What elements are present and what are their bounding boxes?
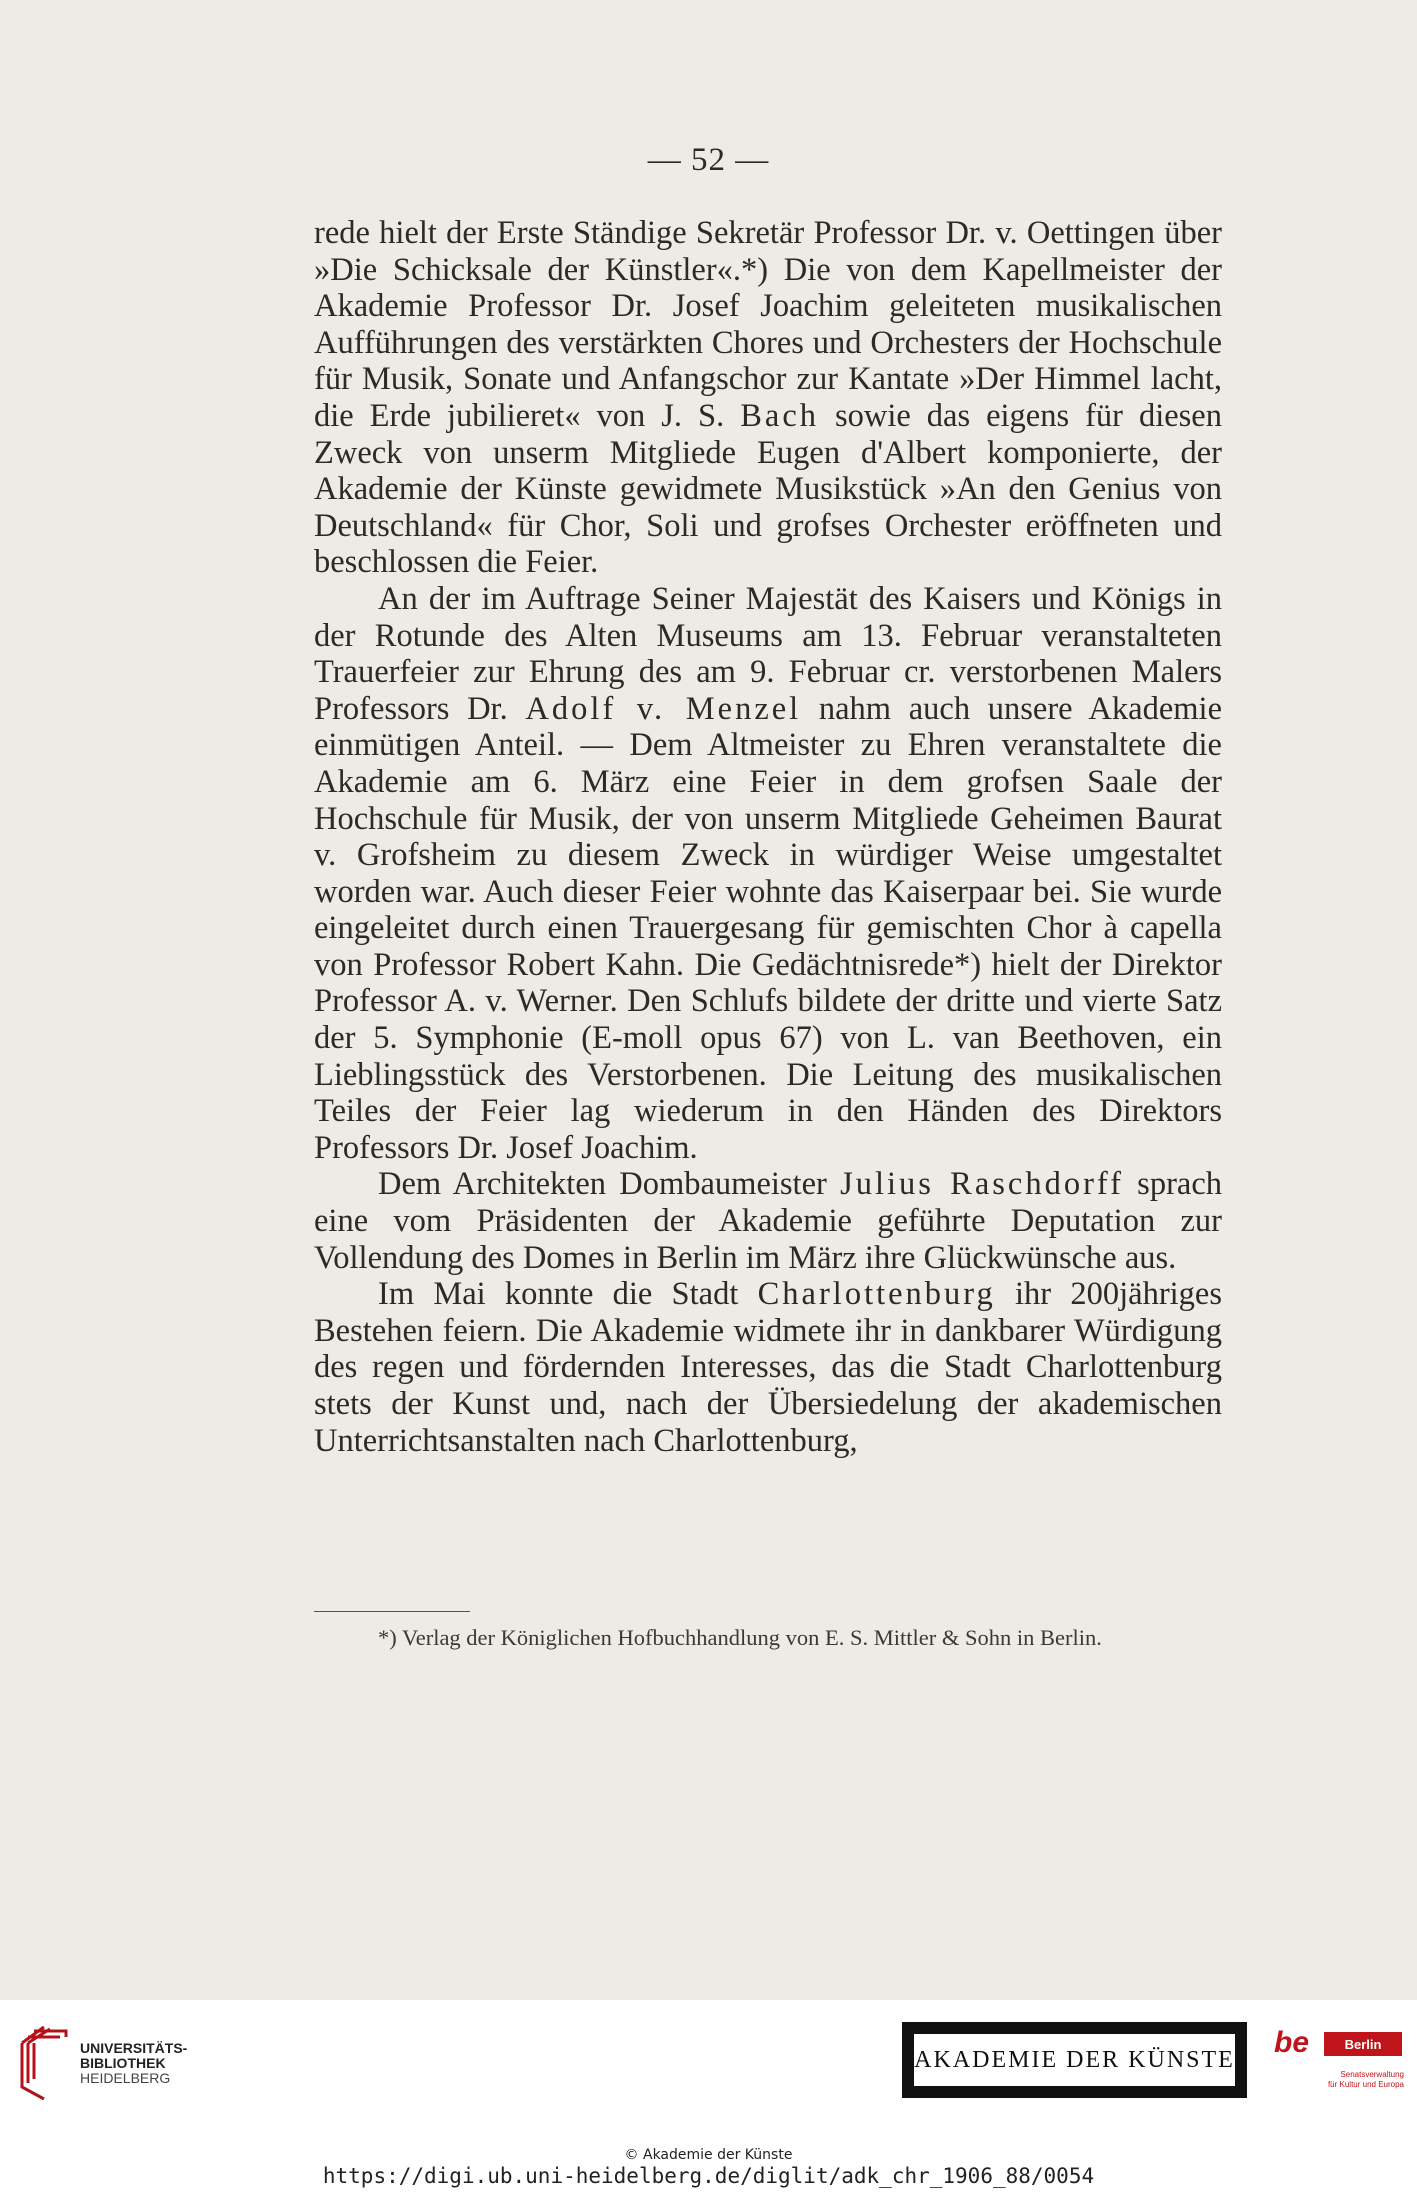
text-run: Im Mai konnte die Stadt <box>378 1276 758 1313</box>
footnote-rule <box>314 1611 470 1612</box>
footnote <box>314 1624 1222 1651</box>
text-run: Dem Architekten Dombaumeister <box>378 1166 841 1203</box>
paragraph <box>314 1166 1222 1276</box>
berlin-senate-line2: für Kultur und Europa <box>1327 2080 1404 2089</box>
berlin-senate-line1: Senatsverwaltung <box>1340 2070 1404 2079</box>
spaced-name: Charlottenburg <box>757 1276 996 1313</box>
adk-logo-label: AKADEMIE DER KÜNSTE <box>914 2034 1235 2086</box>
text-run: nahm auch unsere Akademie einmütigen Anteil. — Dem Altmeister zu Ehren veranstaltete die Akademie am 6. März eine Feier in dem grofsen Saale der Hochschule für Musik, der von unserm Mitgliede Geheimen Baurat v. Grofsheim zu diesem Zweck in würdiger Weise umgestaltet worden war. Auch dieser Feier wohnte das Kaiserpaar bei. Sie wurde eingeleitet durch einen Trauergesang für gemischten Chor à capella von Professor Robert Kahn. Die Gedächtnisrede*) hielt der Direktor Professor A. v. Werner. Den Schlufs bildete der dritte und vierte Satz der 5. Symphonie (E-moll opus 67) von L. van Beethoven, ein Lieblingsstück des Verstorbenen. Die Leitung des musikalischen Teiles der Feier lag wiederum in den Händen des Direktors Professors Dr. Josef Joachim. <box>314 690 1222 1166</box>
berlin-senate-logo[interactable] <box>1274 2026 1404 2106</box>
library-name-line2: BIBLIOTHEK <box>80 2055 166 2071</box>
spaced-name: Adolf v. Menzel <box>525 690 802 727</box>
paragraph <box>314 581 1222 1167</box>
spaced-name: Julius Raschdorff <box>840 1166 1124 1203</box>
footnote-text: *) Verlag der Königlichen Hofbuchhandlung von E. S. Mittler & Sohn in Berlin. <box>378 1625 1102 1650</box>
permalink-url[interactable]: https://digi.ub.uni-heidelberg.de/diglit/adk_chr_1906_88/0054 <box>322 2164 1095 2188</box>
text-run: sprach eine vom Präsidenten der Akademie geführte Deputation zur Vollendung des Domes in Berlin im März ihre Glückwünsche aus. <box>314 1166 1222 1276</box>
berlin-flag: Berlin <box>1324 2032 1402 2056</box>
page-number: — 52 — <box>647 142 770 178</box>
paragraph <box>314 1276 1222 1459</box>
body-text <box>314 215 1222 1459</box>
adk-logo[interactable] <box>902 2022 1247 2098</box>
copyright-notice: © Akademie der Künste <box>624 2147 793 2163</box>
spaced-name: Bach <box>740 397 819 434</box>
text-run: rede hielt der Erste Ständige Sekretär Professor Dr. v. Oettingen über »Die Schicksale der Künstler«.*) Die von dem Kapellmeister der Akademie Professor Dr. Josef Joachim geleiteten musikalischen Aufführungen des verstärkten Chores und Orchesters der Hochschule für Musik, Sonate und Anfangschor zur Kantate »Der Himmel lacht, die Erde jubilieret« von J. S. <box>314 215 1222 434</box>
text-run: ihr 200jähriges Bestehen feiern. Die Akademie widmete ihr in dankbarer Würdigung des regen und fördernden Interesses, das die Stadt Charlottenburg stets der Kunst und, nach der Übersiedelung der akademischen Unterrichtsanstalten nach Charlottenburg, <box>314 1276 1222 1459</box>
library-logo-icon <box>14 2023 76 2103</box>
library-name-line3: HEIDELBERG <box>80 2070 171 2086</box>
paragraph <box>314 215 1222 581</box>
text-run: An der im Auftrage Seiner Majestät des Kaisers und Königs in der Rotunde des Alten Museums am 13. Februar veranstalteten Trauerfeier zur Ehrung des am 9. Februar cr. verstorbenen Malers Professors Dr. <box>314 580 1222 727</box>
berlin-senate-text <box>1314 2070 1404 2090</box>
library-name-line1: UNIVERSITÄTS- <box>80 2040 188 2056</box>
library-logo[interactable] <box>14 2023 214 2103</box>
berlin-be-mark: be <box>1274 2026 1310 2059</box>
text-run: sowie das eigens für diesen Zweck von unserm Mitgliede Eugen d'Albert komponierte, der Akademie der Künste gewidmete Musikstück »An den Genius von Deutschland« für Chor, Soli und grofses Orchester eröffneten und beschlossen die Feier. <box>314 397 1222 581</box>
